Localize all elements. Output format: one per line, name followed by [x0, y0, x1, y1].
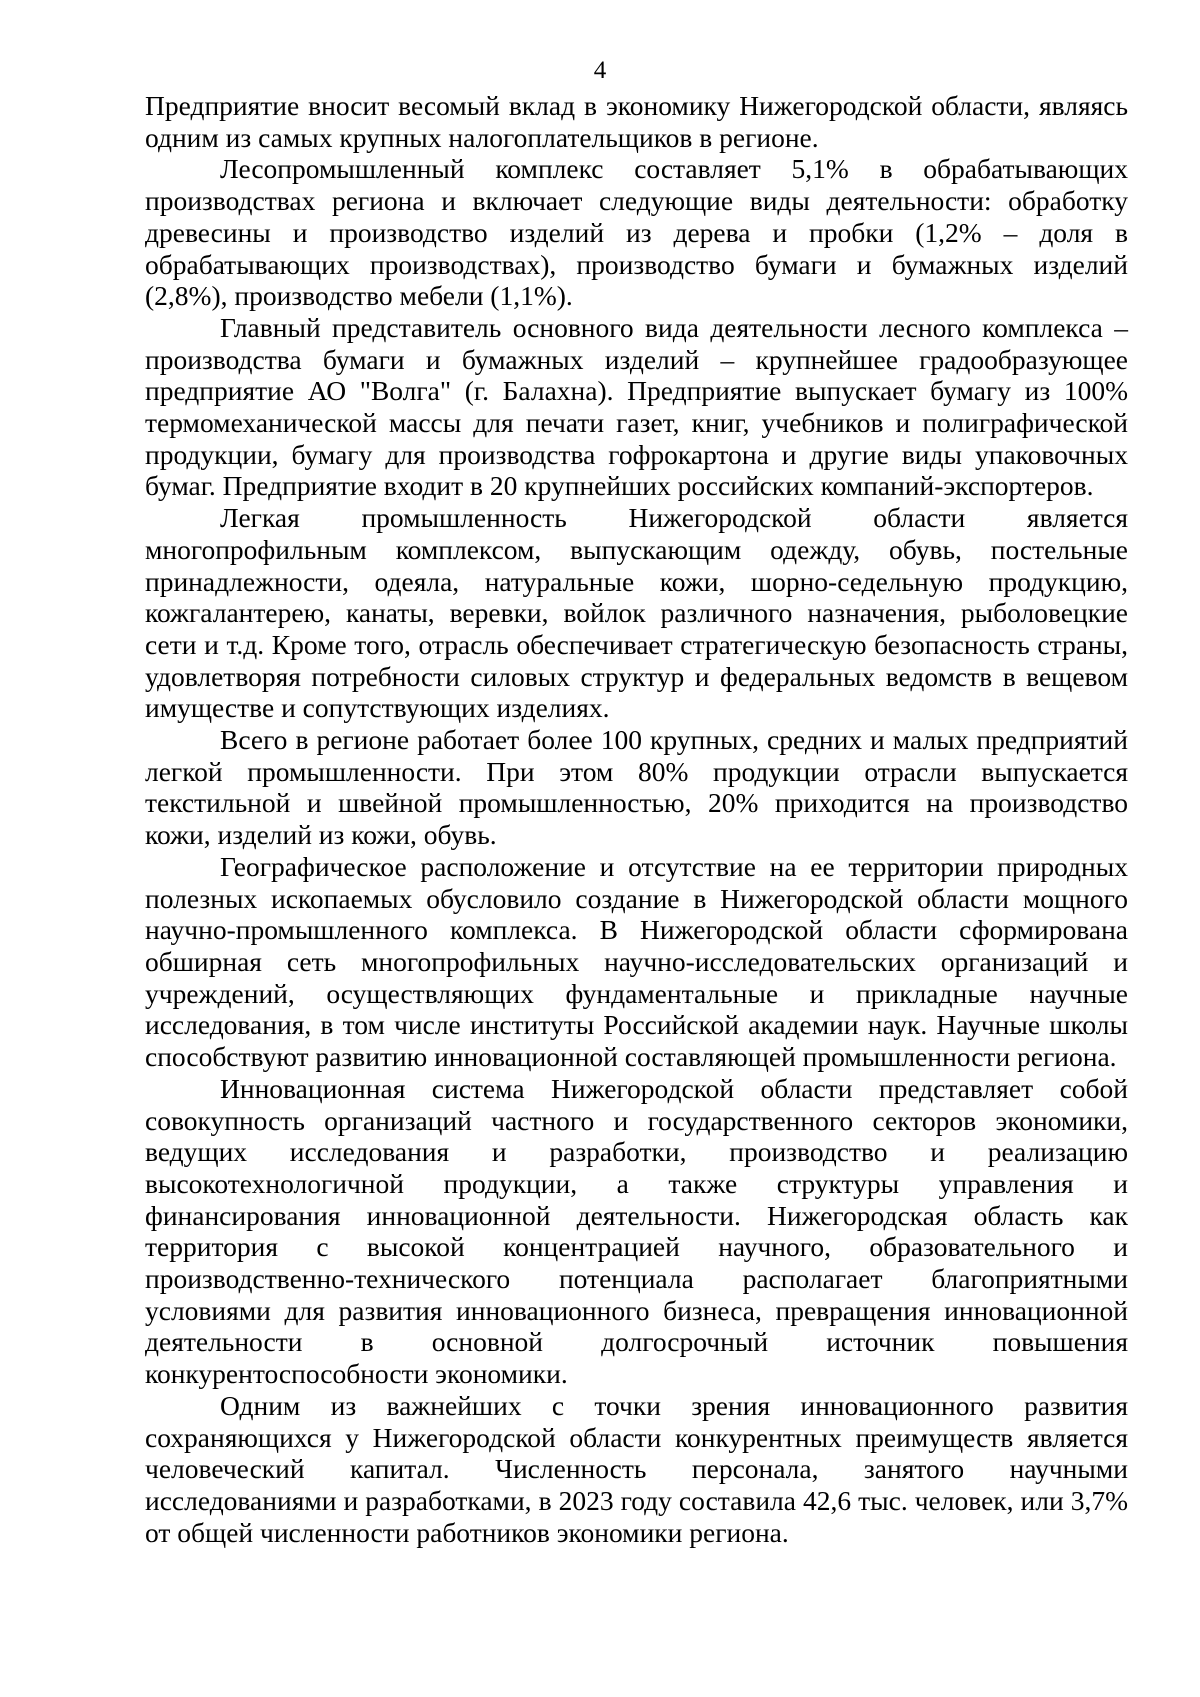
paragraph-1: Предприятие вносит весомый вклад в экономику Нижегородской области, являясь одним из самых крупных налогоплательщиков в регионе. — [145, 90, 1128, 153]
paragraph-6: Географическое расположение и отсутствие на ее территории природных полезных ископаемых обусловило создание в Нижегородской области мощного научно-промышленного комплекса. В Нижегородской области сформирована обширная сеть многопрофильных научно-исследовательских организаций и учреждений, осуществляющих фундаментальные и прикладные научные исследования, в том числе институты Российской академии наук. Научные школы способствуют развитию инновационной составляющей промышленности региона. — [145, 850, 1128, 1073]
page-number: 4 — [593, 57, 607, 84]
paragraph-2: Лесопромышленный комплекс составляет 5,1% в обрабатывающих производствах региона и включает следующие виды деятельности: обработку древесины и производство изделий из дерева и пробки (1,2% – доля в обрабатывающих производствах), производство бумаги и бумажных изделий (2,8%), производство мебели (1,1%). — [145, 153, 1128, 312]
document-body — [145, 90, 1128, 1548]
paragraph-8: Одним из важнейших с точки зрения инновационного развития сохраняющихся у Нижегородской области конкурентных преимуществ является человеческий капитал. Численность персонала, занятого научными исследованиями и разработками, в 2023 году составила 42,6 тыс. человек, или 3,7% от общей численности работников экономики региона. — [145, 1389, 1128, 1548]
paragraph-3: Главный представитель основного вида деятельности лесного комплекса – производства бумаги и бумажных изделий – крупнейшее градообразующее предприятие АО "Волга" (г. Балахна). Предприятие выпускает бумагу из 100% термомеханической массы для печати газет, книг, учебников и полиграфической продукции, бумагу для производства гофрокартона и другие виды упаковочных бумаг. Предприятие входит в 20 крупнейших российских компаний-экспортеров. — [145, 311, 1128, 502]
paragraph-5: Всего в регионе работает более 100 крупных, средних и малых предприятий легкой промышленности. При этом 80% продукции отрасли выпускается текстильной и швейной промышленностью, 20% приходится на производство кожи, изделий из кожи, обувь. — [145, 724, 1128, 851]
paragraph-7: Инновационная система Нижегородской области представляет собой совокупность организаций частного и государственного секторов экономики, ведущих исследования и разработки, производство и реализацию высокотехнологичной продукции, а также структуры управления и финансирования инновационной деятельности. Нижегородская область как территория с высокой концентрацией научного, образовательного и производственно-технического потенциала располагает благоприятными условиями для развития инновационного бизнеса, превращения инновационной деятельности в основной долгосрочный источник повышения конкурентоспособности экономики. — [145, 1072, 1128, 1390]
paragraph-4: Легкая промышленность Нижегородской области является многопрофильным комплексом, выпускающим одежду, обувь, постельные принадлежности, одеяла, натуральные кожи, шорно-седельную продукцию, кожгалантерею, канаты, веревки, войлок различного назначения, рыболовецкие сети и т.д. Кроме того, отрасль обеспечивает стратегическую безопасность страны, удовлетворяя потребности силовых структур и федеральных ведомств в вещевом имуществе и сопутствующих изделиях. — [145, 502, 1128, 724]
